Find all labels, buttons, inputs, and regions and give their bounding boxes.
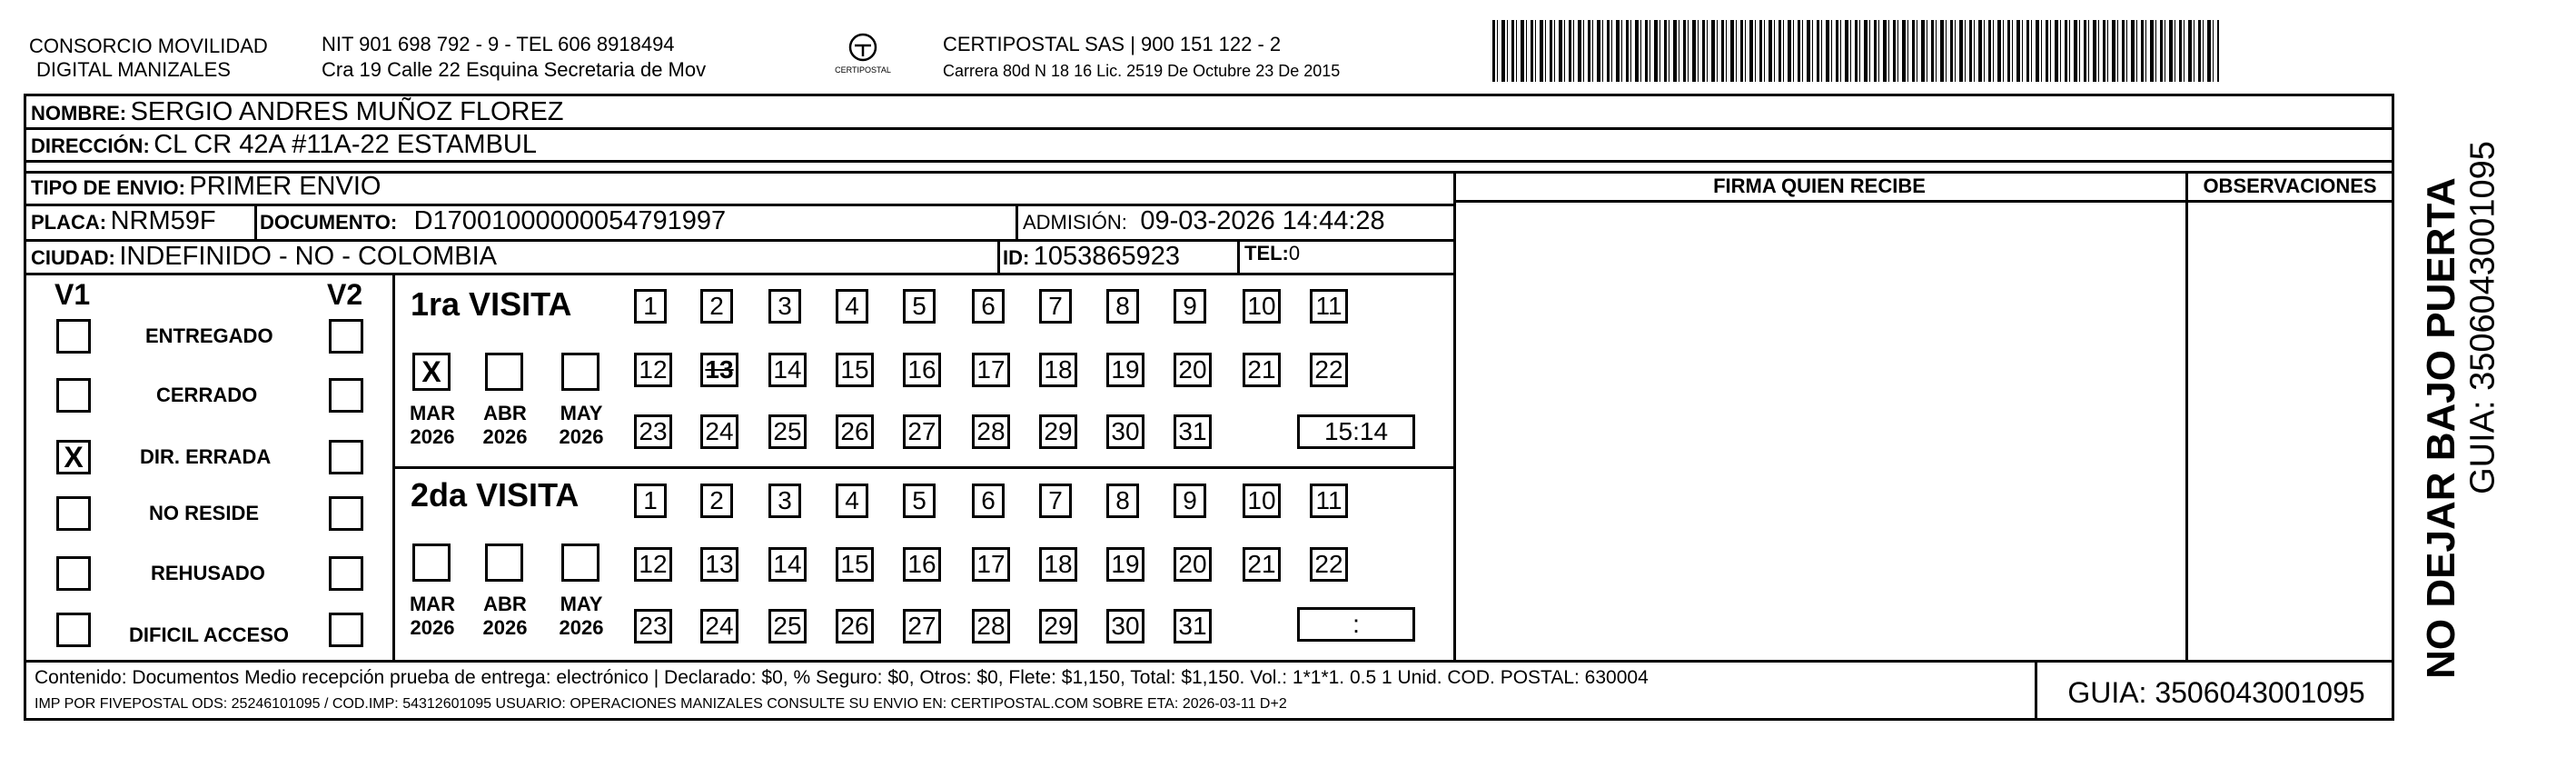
visit1-title: 1ra VISITA (411, 285, 572, 323)
document-label: DOCUMENTO: (260, 211, 398, 234)
day-16-box[interactable]: 16 (903, 547, 941, 582)
certipostal-line1: CERTIPOSTAL SAS | 900 151 122 - 2 (943, 33, 1282, 55)
address-label: DIRECCIÓN: (31, 135, 150, 157)
visit1-month-label: ABR 2026 (482, 402, 528, 448)
status-v2-checkbox[interactable] (329, 378, 363, 413)
admission-label: ADMISIÓN: (1023, 211, 1127, 234)
day-21-box[interactable]: 21 (1243, 547, 1281, 582)
day-28-box[interactable]: 28 (972, 609, 1010, 643)
observations-area[interactable] (2185, 204, 2391, 658)
ship-type-value: PRIMER ENVIO (189, 172, 381, 201)
day-2-box[interactable]: 2 (700, 289, 733, 324)
observaciones-label: OBSERVACIONES (2203, 175, 2377, 197)
city-value: INDEFINIDO - NO - COLOMBIA (119, 242, 498, 271)
day-15-box[interactable]: 15 (836, 547, 874, 582)
tel-field (1244, 242, 1300, 265)
admission-field (1023, 206, 1385, 236)
admission-value: 09-03-2026 14:44:28 (1140, 206, 1385, 235)
firma-label: FIRMA QUIEN RECIBE (1713, 175, 1926, 197)
day-9-box[interactable]: 9 (1174, 289, 1206, 324)
day-2-box[interactable]: 2 (700, 484, 733, 518)
status-label: ENTREGADO (145, 324, 273, 347)
day-7-box[interactable]: 7 (1039, 484, 1072, 518)
day-11-box[interactable]: 11 (1310, 484, 1348, 518)
day-14-box[interactable]: 14 (768, 547, 807, 582)
status-v2-checkbox[interactable] (329, 319, 363, 354)
visit2-time-field[interactable]: : (1297, 607, 1415, 642)
day-24-box[interactable]: 24 (700, 414, 738, 449)
day-15-box[interactable]: 15 (836, 353, 874, 387)
status-label: NO RESIDE (149, 502, 260, 524)
address-row (31, 130, 537, 160)
day-8-box[interactable]: 8 (1106, 484, 1139, 518)
day-29-box[interactable]: 29 (1039, 414, 1077, 449)
visit2-month-label: MAY 2026 (559, 593, 604, 639)
certipostal-line2: Carrera 80d N 18 16 Lic. 2519 De Octubre 23 De 2015 (943, 62, 1341, 80)
visit1-month-label: MAR 2026 (409, 402, 456, 448)
visit2-month-label: MAR 2026 (409, 593, 456, 639)
name-label: NOMBRE: (31, 102, 127, 125)
name-row (31, 97, 564, 127)
id-value: 1053865923 (1033, 242, 1181, 271)
day-10-box[interactable]: 10 (1243, 484, 1281, 518)
status-v1-checkbox[interactable] (56, 496, 91, 531)
tel-value: 0 (1288, 242, 1301, 264)
day-10-box[interactable]: 10 (1243, 289, 1281, 324)
day-27-box[interactable]: 27 (903, 414, 941, 449)
plate-value: NRM59F (110, 206, 216, 235)
day-5-box[interactable]: 5 (903, 484, 936, 518)
status-v1-checkbox[interactable] (56, 319, 91, 354)
city-label: CIUDAD: (31, 246, 115, 269)
day-30-box[interactable]: 30 (1106, 414, 1144, 449)
signature-area[interactable] (1453, 204, 2185, 658)
document-field (260, 206, 726, 236)
day-28-box[interactable]: 28 (972, 414, 1010, 449)
nit-line: NIT 901 698 792 - 9 - TEL 606 8918494 (322, 33, 675, 55)
day-25-box[interactable]: 25 (768, 414, 807, 449)
status-v1-checkbox[interactable] (56, 556, 91, 591)
day-19-box[interactable]: 19 (1106, 547, 1144, 582)
day-23-box[interactable]: 23 (634, 609, 672, 643)
status-v2-checkbox[interactable] (329, 613, 363, 647)
visit1-time-field[interactable]: 15:14 (1297, 414, 1415, 449)
id-label: ID: (1003, 246, 1030, 269)
day-8-box[interactable]: 8 (1106, 289, 1139, 324)
certipostal-logo (831, 31, 895, 85)
day-7-box[interactable]: 7 (1039, 289, 1072, 324)
company-name-line1: CONSORCIO MOVILIDAD (29, 35, 268, 57)
day-13-box[interactable]: 13 (700, 353, 738, 387)
day-19-box[interactable]: 19 (1106, 353, 1144, 387)
status-v1-checkbox[interactable]: X (56, 440, 91, 474)
tel-label: TEL: (1244, 242, 1289, 264)
certipostal-logo-icon (831, 31, 895, 85)
status-v1-checkbox[interactable] (56, 378, 91, 413)
day-1-box[interactable]: 1 (634, 289, 667, 324)
status-v2-checkbox[interactable] (329, 556, 363, 591)
day-12-box[interactable]: 12 (634, 353, 672, 387)
company-name-line2: DIGITAL MANIZALES (36, 58, 231, 81)
status-label: REHUSADO (151, 562, 265, 584)
day-29-box[interactable]: 29 (1039, 609, 1077, 643)
day-31-box[interactable]: 31 (1174, 414, 1212, 449)
day-13-box[interactable]: 13 (700, 547, 738, 582)
day-20-box[interactable]: 20 (1174, 353, 1212, 387)
day-3-box[interactable]: 3 (768, 484, 801, 518)
status-v1-checkbox[interactable] (56, 613, 91, 647)
day-20-box[interactable]: 20 (1174, 547, 1212, 582)
day-12-box[interactable]: 12 (634, 547, 672, 582)
plate-label: PLACA: (31, 211, 107, 234)
document-value: D17001000000054791997 (413, 206, 727, 235)
ship-type-row (31, 172, 381, 202)
visit2-month-checkbox[interactable] (485, 544, 523, 582)
visit2-month-label: ABR 2026 (482, 593, 528, 639)
status-v2-checkbox[interactable] (329, 440, 363, 474)
day-23-box[interactable]: 23 (634, 414, 672, 449)
v1-label: V1 (54, 278, 91, 311)
day-9-box[interactable]: 9 (1174, 484, 1206, 518)
day-4-box[interactable]: 4 (836, 484, 868, 518)
visit2-title: 2da VISITA (411, 476, 580, 514)
status-label: DIFICIL ACCESO (129, 623, 290, 646)
visit1-month-label: MAY 2026 (559, 402, 604, 448)
day-14-box[interactable]: 14 (768, 353, 807, 387)
day-26-box[interactable]: 26 (836, 414, 874, 449)
day-18-box[interactable]: 18 (1039, 547, 1077, 582)
status-label: DIR. ERRADA (140, 445, 272, 468)
barcode (1492, 20, 2219, 82)
recipient-address: CL CR 42A #11A-22 ESTAMBUL (154, 130, 537, 159)
day-1-box[interactable]: 1 (634, 484, 667, 518)
day-24-box[interactable]: 24 (700, 609, 738, 643)
day-18-box[interactable]: 18 (1039, 353, 1077, 387)
day-26-box[interactable]: 26 (836, 609, 874, 643)
visit1-month-checkbox[interactable] (561, 353, 599, 391)
day-17-box[interactable]: 17 (972, 547, 1010, 582)
day-5-box[interactable]: 5 (903, 289, 936, 324)
day-3-box[interactable]: 3 (768, 289, 801, 324)
visit1-month-checkbox[interactable]: X (412, 353, 451, 391)
day-4-box[interactable]: 4 (836, 289, 868, 324)
side-guia-anchor (2463, 141, 2502, 494)
status-label: CERRADO (156, 384, 258, 406)
address-line: Cra 19 Calle 22 Esquina Secretaria de Mov (322, 58, 707, 81)
visit1-month-checkbox[interactable] (485, 353, 523, 391)
day-22-box[interactable]: 22 (1310, 353, 1348, 387)
v2-label: V2 (327, 278, 363, 311)
ship-type-label: TIPO DE ENVIO: (31, 176, 185, 199)
footer-content-line: Contenido: Documentos Medio recepción prueba de entrega: electrónico | Declarado: $0, % Seguro: $0, Otros: $0, Flete: $1,150, Total: $1,150. Vol.: 1*1*1. 0.5 1 Unid. COD. POSTAL: 630004 (35, 667, 1649, 688)
day-21-box[interactable]: 21 (1243, 353, 1281, 387)
day-25-box[interactable]: 25 (768, 609, 807, 643)
plate-field (31, 206, 216, 236)
day-6-box[interactable]: 6 (972, 484, 1005, 518)
status-v2-checkbox[interactable] (329, 496, 363, 531)
id-field (1003, 242, 1180, 272)
recipient-name: SERGIO ANDRES MUÑOZ FLOREZ (130, 97, 564, 126)
day-16-box[interactable]: 16 (903, 353, 941, 387)
day-6-box[interactable]: 6 (972, 289, 1005, 324)
day-30-box[interactable]: 30 (1106, 609, 1144, 643)
side-guia: GUIA: 3506043001095 (2463, 141, 2502, 494)
city-field (31, 242, 497, 272)
footer-imp-line: IMP POR FIVEPOSTAL ODS: 25246101095 / COD.IMP: 54312601095 USUARIO: OPERACIONES MANIZALES CONSULTE SU ENVIO EN: CERTIPOSTAL.COM SOBRE ETA: 2026-03-11 D+2 (35, 696, 1287, 712)
side-warning: NO DEJAR BAJO PUERTA (2419, 177, 2463, 679)
visit2-month-checkbox[interactable] (412, 544, 451, 582)
visit2-month-checkbox[interactable] (561, 544, 599, 582)
day-31-box[interactable]: 31 (1174, 609, 1212, 643)
day-11-box[interactable]: 11 (1310, 289, 1348, 324)
day-17-box[interactable]: 17 (972, 353, 1010, 387)
footer-guia: GUIA: 3506043001095 (2067, 676, 2365, 709)
day-22-box[interactable]: 22 (1310, 547, 1348, 582)
day-27-box[interactable]: 27 (903, 609, 941, 643)
logo-text: CERTIPOSTAL (835, 65, 891, 75)
